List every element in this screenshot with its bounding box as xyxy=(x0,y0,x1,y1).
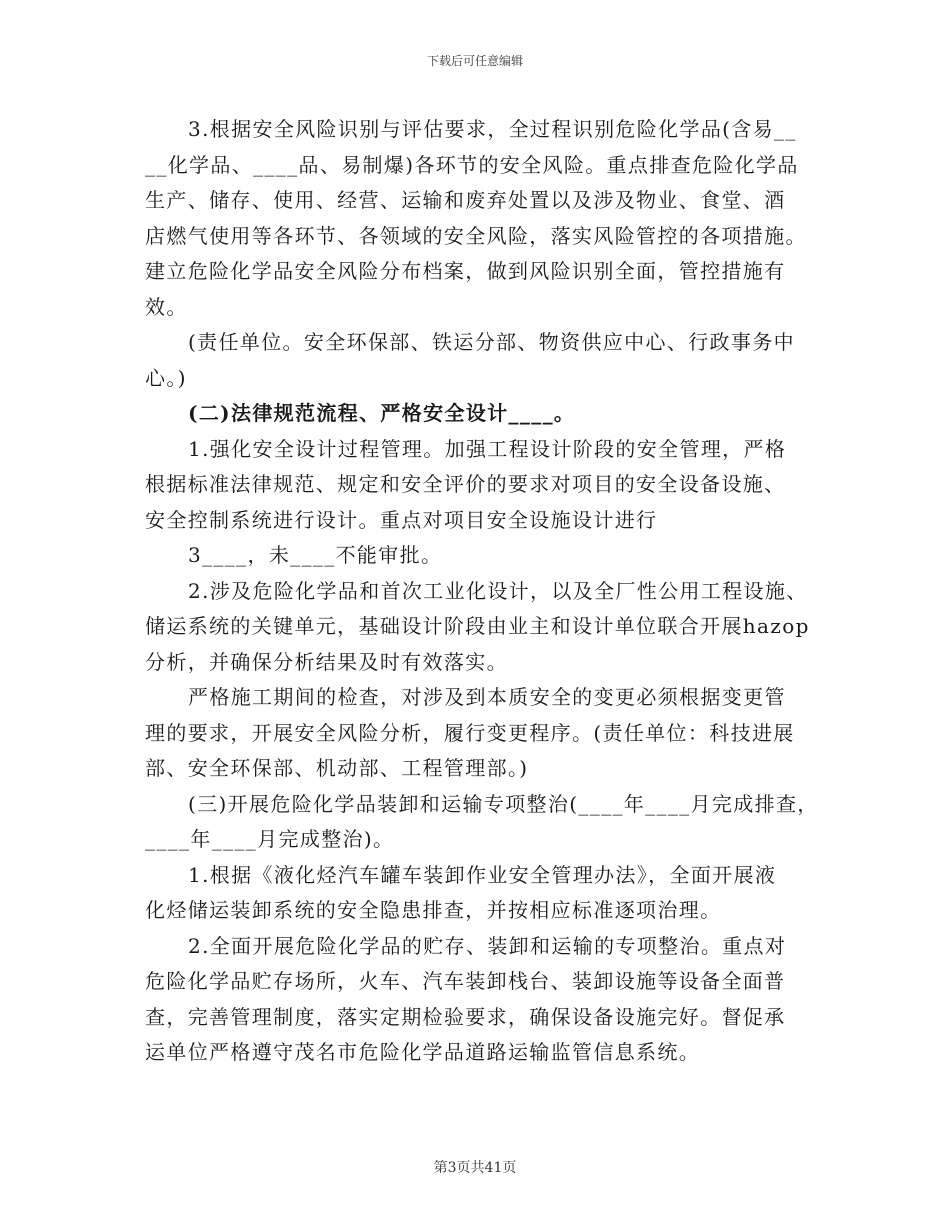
paragraph-line: ____年____月完成整治)。 xyxy=(145,827,395,851)
paragraph-line: 店燃气使用等各环节、各领域的安全风险，落实风险管控的各项措施。 xyxy=(145,223,807,248)
paragraph-line: __化学品、____品、易制爆)各环节的安全风险。重点排查危险化学品 xyxy=(145,152,799,177)
paragraph-line: 部、安全环保部、机动部、工程管理部。) xyxy=(145,756,529,780)
paragraph-line: 效。 xyxy=(145,294,188,319)
paragraph-line: 理的要求，开展安全风险分析，履行变更程序。(责任单位：科技进展 xyxy=(145,720,795,745)
page-header: 下载后可任意编辑 xyxy=(426,54,523,68)
paragraph-line: 严格施工期间的检查，对涉及到本质安全的变更必须根据变更管 xyxy=(188,685,786,709)
paragraph-line: 运单位严格遵守茂名市危险化学品道路运输监管信息系统。 xyxy=(145,1040,701,1064)
paragraph-line: 3____，未____不能审批。 xyxy=(188,543,443,567)
page-number: 第3页共41页 xyxy=(433,1160,517,1176)
paragraph-line: (责任单位。安全环保部、铁运分部、物资供应中心、行政事务中 xyxy=(188,330,795,354)
paragraph-line: 心。) xyxy=(145,365,187,390)
document-body xyxy=(145,112,819,1071)
paragraph-line: 分析，并确保分析结果及时有效落实。 xyxy=(145,649,508,674)
paragraph-line: 危险化学品贮存场所，火车、汽车装卸栈台、装卸设施等设备全面普 xyxy=(145,969,786,993)
paragraph-line: 安全控制系统进行设计。重点对项目安全设施设计进行 xyxy=(145,507,658,532)
paragraph-line: 根据标准法律规范、规定和安全评价的要求对项目的安全设备设施、 xyxy=(145,472,786,496)
paragraph-line: (三)开展危险化学品装卸和运输专项整治(____年____月完成排查， xyxy=(188,791,819,816)
paragraph-line: 生产、储存、使用、经营、运输和废弃处置以及涉及物业、食堂、酒 xyxy=(145,188,786,212)
paragraph-line: 查，完善管理制度，落实定期检验要求，确保设备设施完好。督促承 xyxy=(145,1004,786,1029)
paragraph-line: 2.全面开展危险化学品的贮存、装卸和运输的专项整治。重点对 xyxy=(188,933,787,958)
paragraph-line: 1.根据《液化烃汽车罐车装卸作业安全管理办法》，全面开展液 xyxy=(188,862,777,887)
paragraph-line: 化烃储运装卸系统的安全隐患排查，并按相应标准逐项治理。 xyxy=(145,898,722,922)
paragraph-line: 储运系统的关键单元，基础设计阶段由业主和设计单位联合开展hazop xyxy=(145,614,810,638)
paragraph-line: 1.强化安全设计过程管理。加强工程设计阶段的安全管理，严格 xyxy=(188,436,787,461)
paragraph-line: 建立危险化学品安全风险分布档案，做到风险识别全面，管控措施有 xyxy=(145,259,786,283)
section-heading-line: (二)法律规范流程、严格安全设计____。 xyxy=(188,401,576,425)
paragraph-line: 2.涉及危险化学品和首次工业化设计，以及全厂性公用工程设施、 xyxy=(188,578,808,603)
paragraph-line: 3.根据安全风险识别与评估要求，全过程识别危险化学品(含易__ xyxy=(188,117,797,141)
